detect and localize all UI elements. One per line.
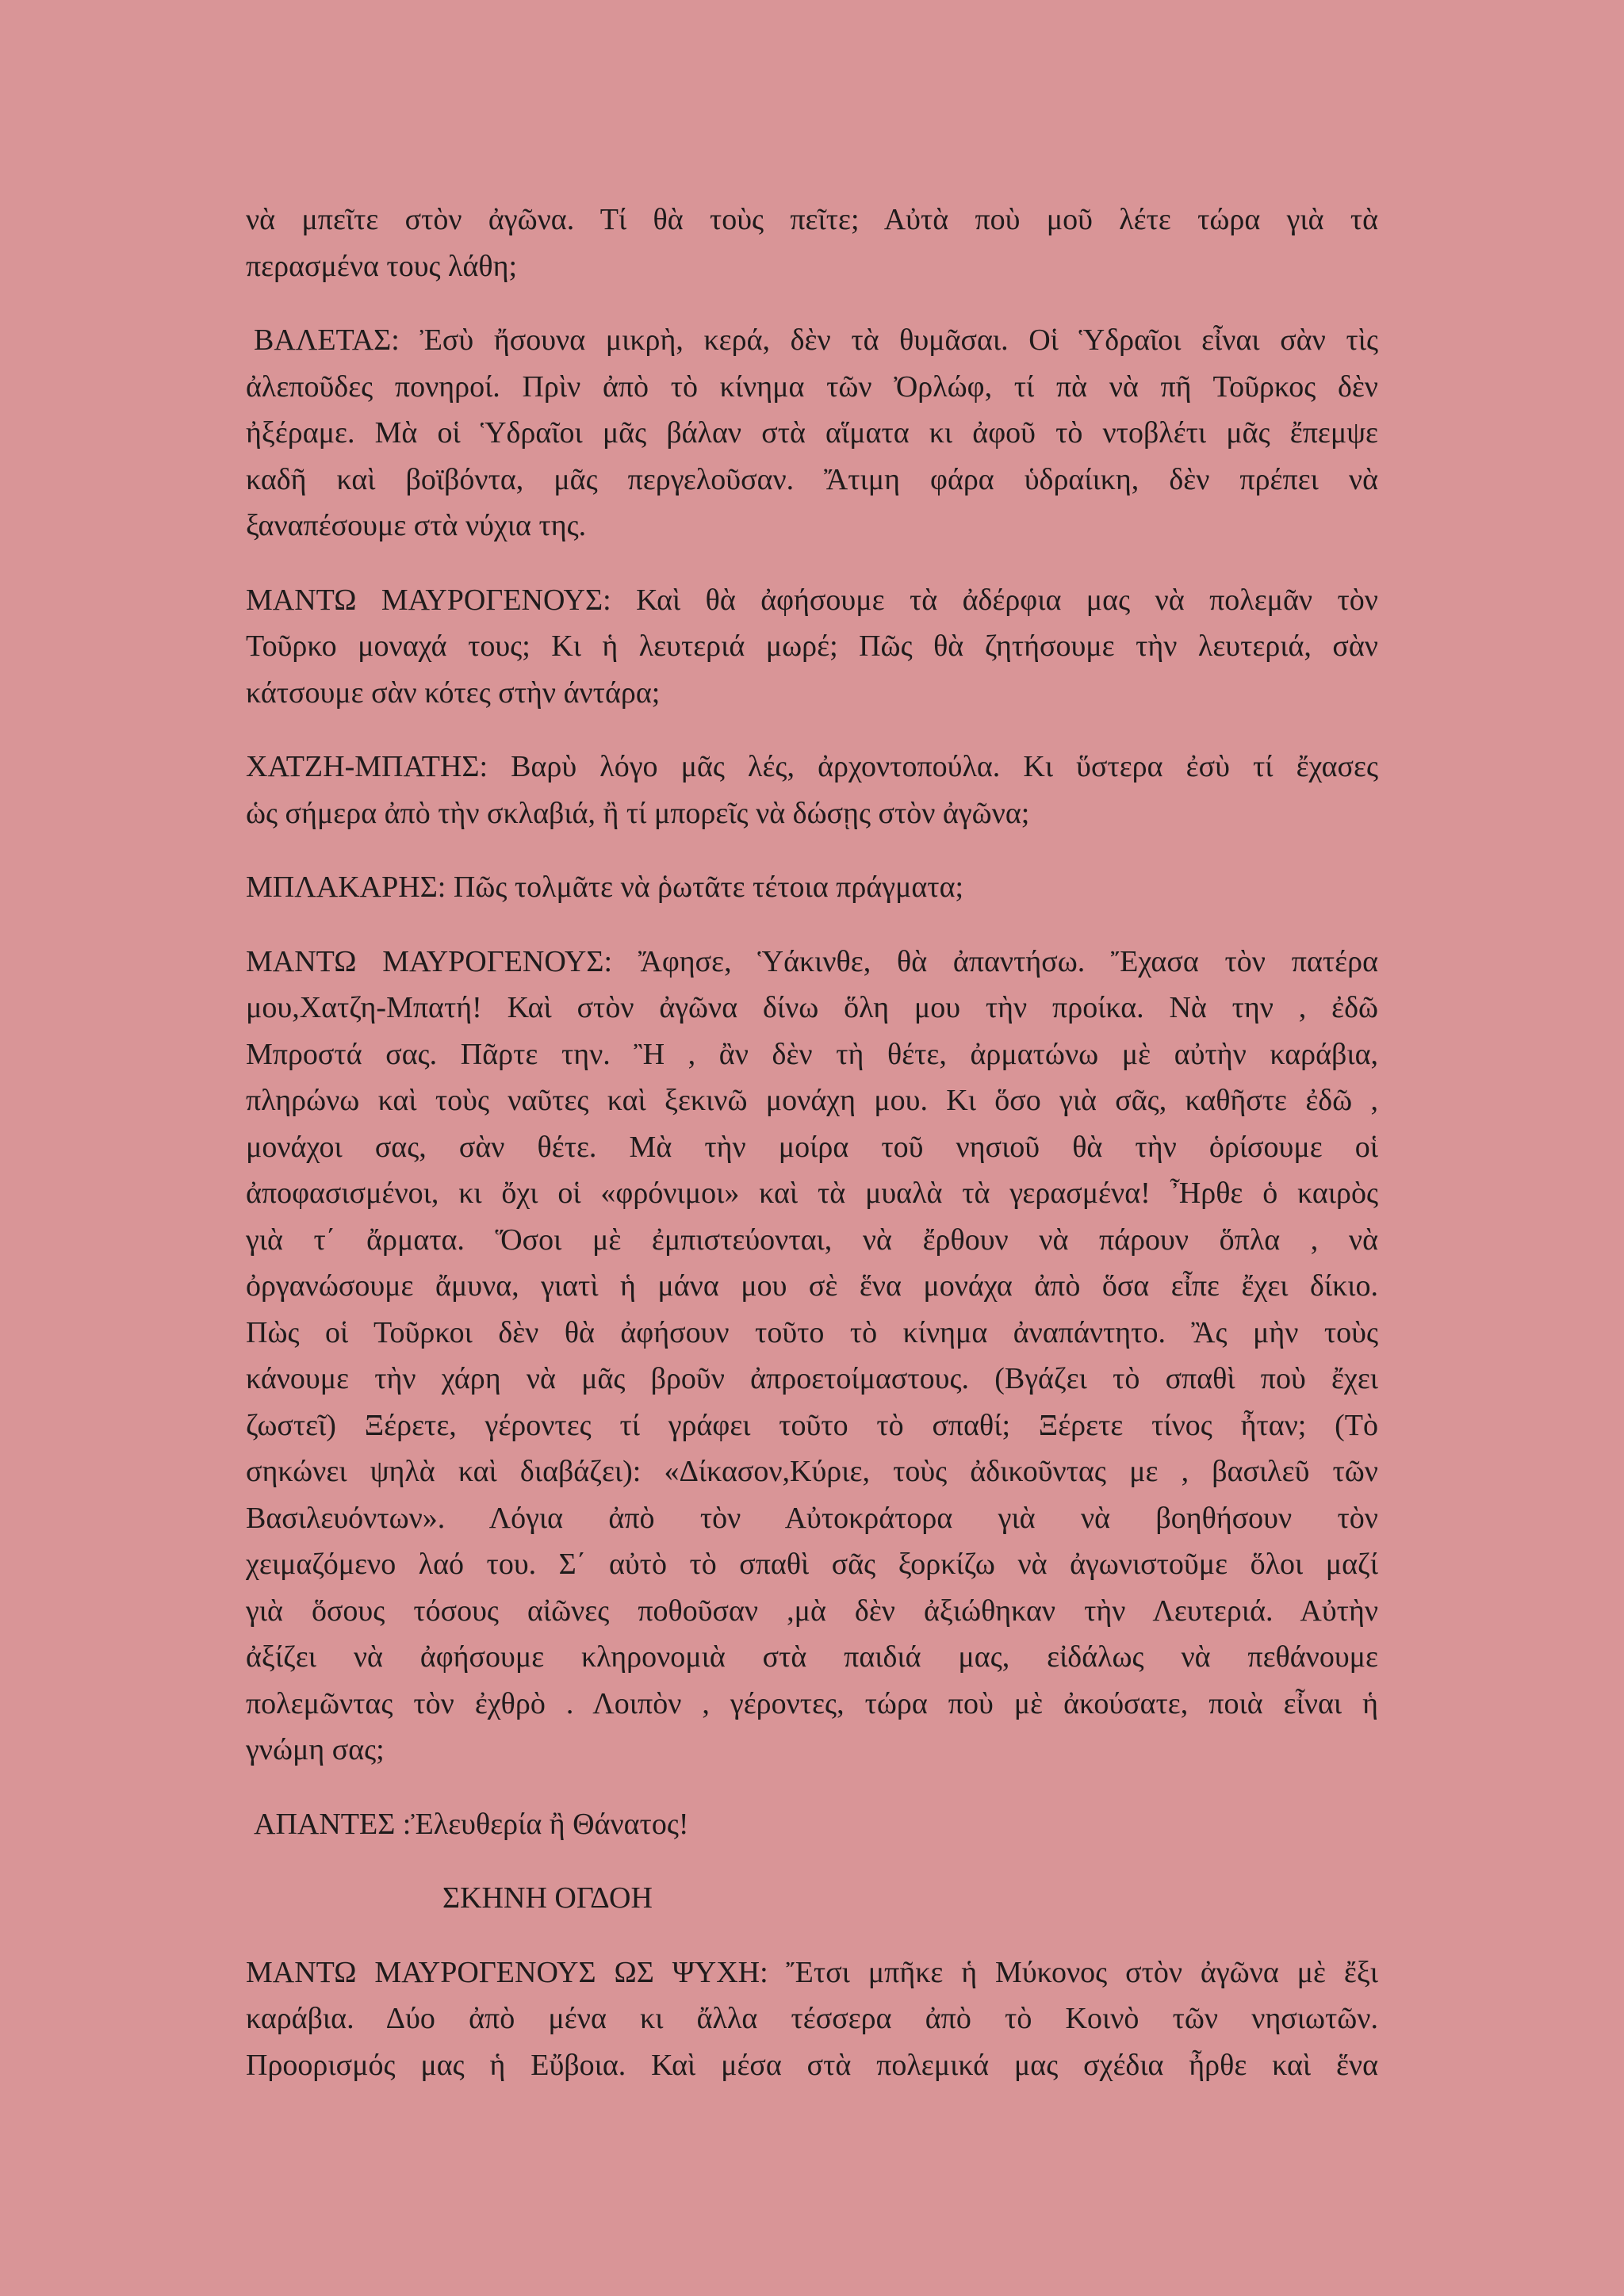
text-line: ΜΑΝΤΩ ΜΑΥΡΟΓΕΝΟΥΣ: Καὶ θὰ ἀφήσουμε τὰ ἀδέρφια μας νὰ πολεμᾶν τὸν bbox=[246, 583, 1378, 617]
text-line: χειμαζόμενο λαό του. Σ΄ αὐτὸ τὸ σπαθὶ σᾶς ξορκίζω νὰ ἀγωνιστοῦμε ὅλοι μαζί bbox=[246, 1548, 1378, 1581]
text-line: ΧΑΤΖΗ-ΜΠΑΤΗΣ: Βαρὺ λόγο μᾶς λές, ἀρχοντοπούλα. Κι ὕστερα ἐσὺ τί ἔχασες bbox=[246, 750, 1378, 783]
text-line: ἀποφασισμένοι, κι ὄχι οἱ «φρόνιμοι» καὶ τὰ μυαλὰ τὰ γερασμένα! Ἦρθε ὁ καιρὸς bbox=[246, 1177, 1378, 1210]
text-line: ΑΠΑΝΤΕΣ :Ἐλευθερία ἢ Θάνατος! bbox=[254, 1807, 689, 1841]
text-line: πληρώνω καὶ τοὺς ναῦτες καὶ ξεκινῶ μονάχη μου. Κι ὅσο γιὰ σᾶς, καθῆστε ἐδῶ , bbox=[246, 1084, 1378, 1117]
text-line: ΜΠΛΑΚΑΡΗΣ: Πῶς τολμᾶτε νὰ ῥωτᾶτε τέτοια πράγματα; bbox=[246, 871, 964, 904]
text-line: ξαναπέσουμε στὰ νύχια της. bbox=[246, 509, 587, 542]
text-line: Τοῦρκο μοναχά τους; Κι ἡ λευτεριά μωρέ; Πῶς θὰ ζητήσουμε τὴν λευτεριά, σὰν bbox=[246, 629, 1378, 663]
text-line: γιὰ ὅσους τόσους αἰῶνες ποθοῦσαν ,μὰ δὲν ἀξιώθηκαν τὴν Λευτεριά. Αὐτὴν bbox=[246, 1594, 1378, 1628]
text-line: μονάχοι σας, σὰν θέτε. Μὰ τὴν μοίρα τοῦ νησιοῦ θὰ τὴν ὁρίσουμε οἱ bbox=[246, 1130, 1378, 1164]
dialogue-chatzi-batis bbox=[246, 744, 1378, 836]
text-line: ΜΑΝΤΩ ΜΑΥΡΟΓΕΝΟΥΣ: Ἄφησε, Ὑάκινθε, θὰ ἀπαντήσω. Ἔχασα τὸν πατέρα bbox=[246, 944, 1378, 978]
text-line: μου,Χατζη-Μπατή! Καὶ στὸν ἀγῶνα δίνω ὅλη μου τὴν προίκα. Νὰ την , ἐδῶ bbox=[246, 991, 1378, 1024]
text-line: περασμένα τους λάθη; bbox=[246, 249, 518, 283]
text-line: ΜΑΝΤΩ ΜΑΥΡΟΓΕΝΟΥΣ ΩΣ ΨΥΧΗ: Ἔτσι μπῆκε ἡ Μύκονος στὸν ἀγῶνα μὲ ἔξι bbox=[246, 1955, 1378, 1989]
text-line: γιὰ τ΄ ἄρματα. Ὅσοι μὲ ἐμπιστεύονται, νὰ ἔρθουν νὰ πάρουν ὅπλα , νὰ bbox=[246, 1223, 1378, 1257]
text-line: Βασιλευόντων». Λόγια ἀπὸ τὸν Αὐτοκράτορα γιὰ νὰ βοηθήσουν τὸν bbox=[246, 1501, 1378, 1535]
text-line: πολεμῶντας τὸν ἐχθρὸ . Λοιπὸν , γέροντες, τώρα ποὺ μὲ ἀκούσατε, ποιὰ εἶναι ἡ bbox=[246, 1686, 1378, 1720]
text-line: καράβια. Δύο ἀπὸ μένα κι ἄλλα τέσσερα ἀπὸ τὸ Κοινὸ τῶν νησιωτῶν. bbox=[246, 2002, 1378, 2035]
text-line: νὰ μπεῖτε στὸν ἀγῶνα. Τί θὰ τοὺς πεῖτε; Αὐτὰ ποὺ μοῦ λέτε τώρα γιὰ τὰ bbox=[246, 203, 1378, 236]
text-line: Προορισμός μας ἡ Εὔβοια. Καὶ μέσα στὰ πολεμικά μας σχέδια ἦρθε καὶ ἕνα bbox=[246, 2048, 1378, 2082]
text-line: γνώμη σας; bbox=[246, 1733, 385, 1766]
text-line: ἀλεποῦδες πονηροί. Πρὶν ἀπὸ τὸ κίνημα τῶν Ὀρλώφ, τί πὰ νὰ πῆ Τοῦρκος δὲν bbox=[246, 369, 1378, 404]
scene-title: ΣΚΗΝΗ ΟΓΔΟΗ bbox=[442, 1881, 653, 1915]
dialogue-valetas bbox=[246, 317, 1378, 549]
dialogue-blakaris bbox=[246, 864, 1378, 911]
text-line: ὡς σήμερα ἀπὸ τὴν σκλαβιά, ἢ τί μπορεῖς νὰ δώσῃς στὸν ἀγῶνα; bbox=[246, 796, 1030, 830]
text-line: Πὼς οἱ Τοῦρκοι δὲν θὰ ἀφήσουν τοῦτο τὸ κίνημα ἀναπάντητο. Ἂς μὴν τοὺς bbox=[246, 1315, 1378, 1349]
text-line: κάνουμε τὴν χάρη νὰ μᾶς βροῦν ἀπροετοίμαστους. (Βγάζει τὸ σπαθὶ ποὺ ἔχει bbox=[246, 1362, 1378, 1395]
dialogue-continuation bbox=[246, 197, 1378, 289]
text-line: ἀξίζει νὰ ἀφήσουμε κληρονομιὰ στὰ παιδιά μας, εἰδάλως νὰ πεθάνουμε bbox=[246, 1640, 1378, 1674]
text-line: σηκώνει ψηλὰ καὶ διαβάζει): «Δίκασον,Κύριε, τοὺς ἀδικοῦντας με , βασιλεῦ τῶν bbox=[246, 1455, 1378, 1488]
text-line: ὀργανώσουμε ἄμυνα, γιατὶ ἡ μάνα μου σὲ ἕνα μονάχα ἀπὸ ὅσα εἶπε ἔχει δίκιο. bbox=[246, 1269, 1378, 1303]
text-line: Μπροστά σας. Πᾶρτε την. Ἢ , ἂν δὲν τὴ θέτε, ἀρματώνω μὲ αὐτὴν καράβια, bbox=[246, 1037, 1378, 1071]
text-line: καδῆ καὶ βοϊβόντα, μᾶς περγελοῦσαν. Ἄτιμη φάρα ὑδραίικη, δὲν πρέπει νὰ bbox=[246, 462, 1378, 496]
text-line: ΒΑΛΕΤΑΣ: Ἐσὺ ἤσουνα μικρὴ, κερά, δὲν τὰ θυμᾶσαι. Οἱ Ὑδραῖοι εἶναι σὰν τὶς bbox=[254, 323, 1378, 357]
dialogue-manto-speech bbox=[246, 939, 1378, 1774]
scene-heading bbox=[246, 1875, 1378, 1922]
dialogue-manto bbox=[246, 577, 1378, 717]
page-text bbox=[246, 197, 1378, 2116]
text-line: ζωστεῖ) Ξέρετε, γέροντες τί γράφει τοῦτο τὸ σπαθί; Ξέρετε τίνος ἦταν; (Τὸ bbox=[246, 1408, 1378, 1442]
text-line: κάτσουμε σὰν κότες στὴν άντάρα; bbox=[246, 675, 661, 710]
dialogue-all bbox=[246, 1801, 1378, 1848]
text-line: ἠξέραμε. Μὰ οἱ Ὑδραῖοι μᾶς βάλαν στὰ αἵματα κι ἀφοῦ τὸ ντοβλέτι μᾶς ἔπεμψε bbox=[246, 416, 1378, 450]
dialogue-manto-as-soul bbox=[246, 1950, 1378, 2089]
